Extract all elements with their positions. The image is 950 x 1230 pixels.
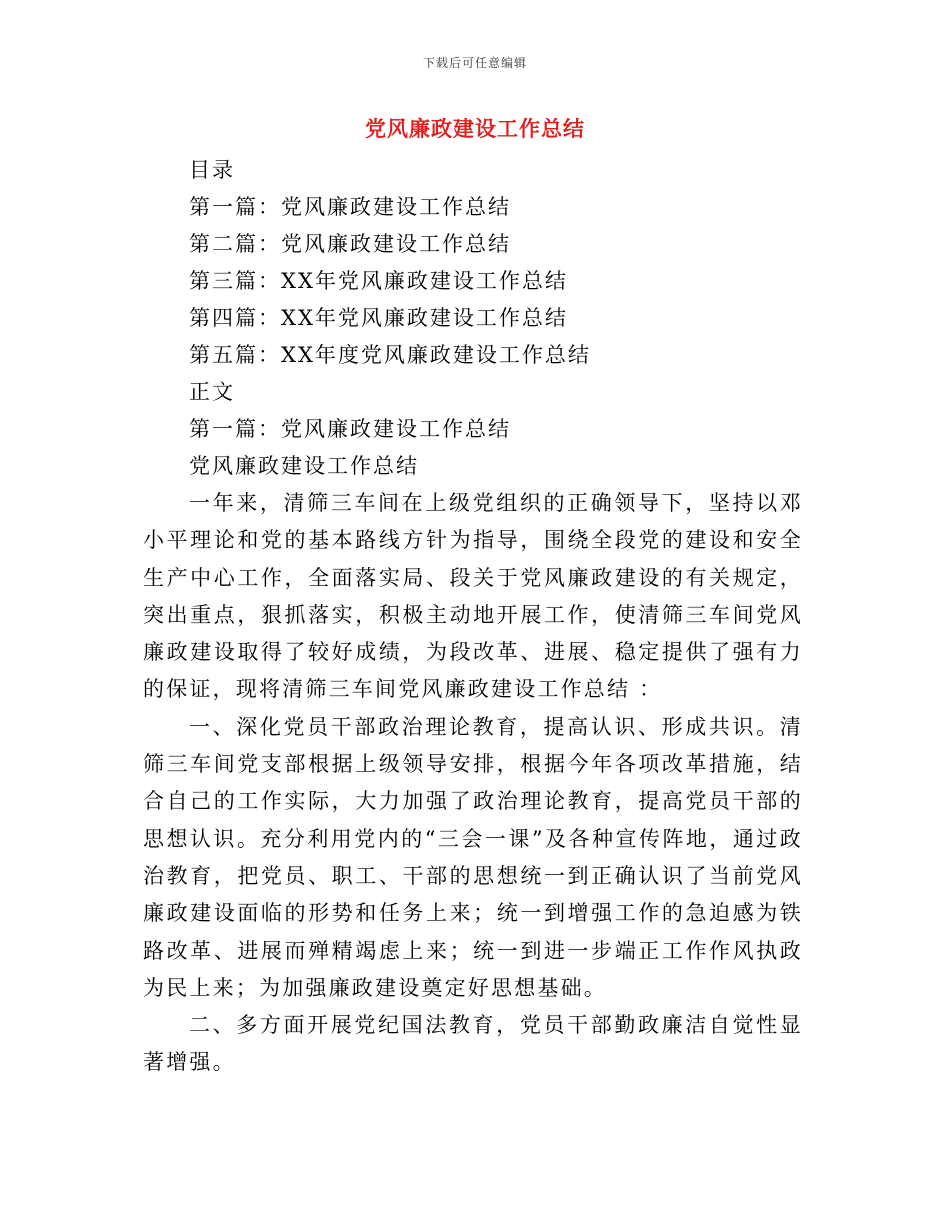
document-body [143,152,803,1082]
section-subtitle: 党风廉政建设工作总结 [189,454,419,478]
toc-item-5: 第五篇：XX年度党风廉政建设工作总结 [189,343,591,367]
toc-item-1: 第一篇：党风廉政建设工作总结 [189,195,511,219]
body-paragraph-1: 一年来，清筛三车间在上级党组织的正确领导下，坚持以邓小平理论和党的基本路线方针为指导，围绕全段党的建设和安全生产中心工作，全面落实局、段关于党风廉政建设的有关规定，突出重点，狠抓落实，积极主动地开展工作，使清筛三车间党风廉政建设取得了较好成绩，为段改革、进展、稳定提供了强有力的保证，现将清筛三车间党风廉政建设工作总结 ： [143,491,803,702]
section-heading: 第一篇：党风廉政建设工作总结 [189,417,511,441]
body-paragraph-3: 二、多方面开展党纪国法教育，党员干部勤政廉洁自觉性显著增强。 [143,1013,803,1075]
toc-heading: 目录 [189,158,235,182]
document-title: 党风廉政建设工作总结 [365,117,585,141]
toc-item-2: 第二篇：党风廉政建设工作总结 [189,232,511,256]
header-note: 下载后可任意编辑 [422,56,527,70]
toc-item-4: 第四篇：XX年党风廉政建设工作总结 [189,306,568,330]
body-heading: 正文 [189,380,235,404]
toc-item-3: 第三篇：XX年党风廉政建设工作总结 [189,269,568,293]
body-paragraph-2: 一、深化党员干部政治理论教育，提高认识、形成共识。清筛三车间党支部根据上级领导安排，根据今年各项改革措施，结合自己的工作实际，大力加强了政治理论教育，提高党员干部的思想认识。充分利用党内的“三会一课”及各种宣传阵地，通过政治教育，把党员、职工、干部的思想统一到正确认识了当前党风廉政建设面临的形势和任务上来；统一到增强工作的急迫感为铁路改革、进展而殚精竭虑上来；统一到进一步端正工作作风执政为民上来；为加强廉政建设奠定好思想基础。 [143,714,803,1000]
